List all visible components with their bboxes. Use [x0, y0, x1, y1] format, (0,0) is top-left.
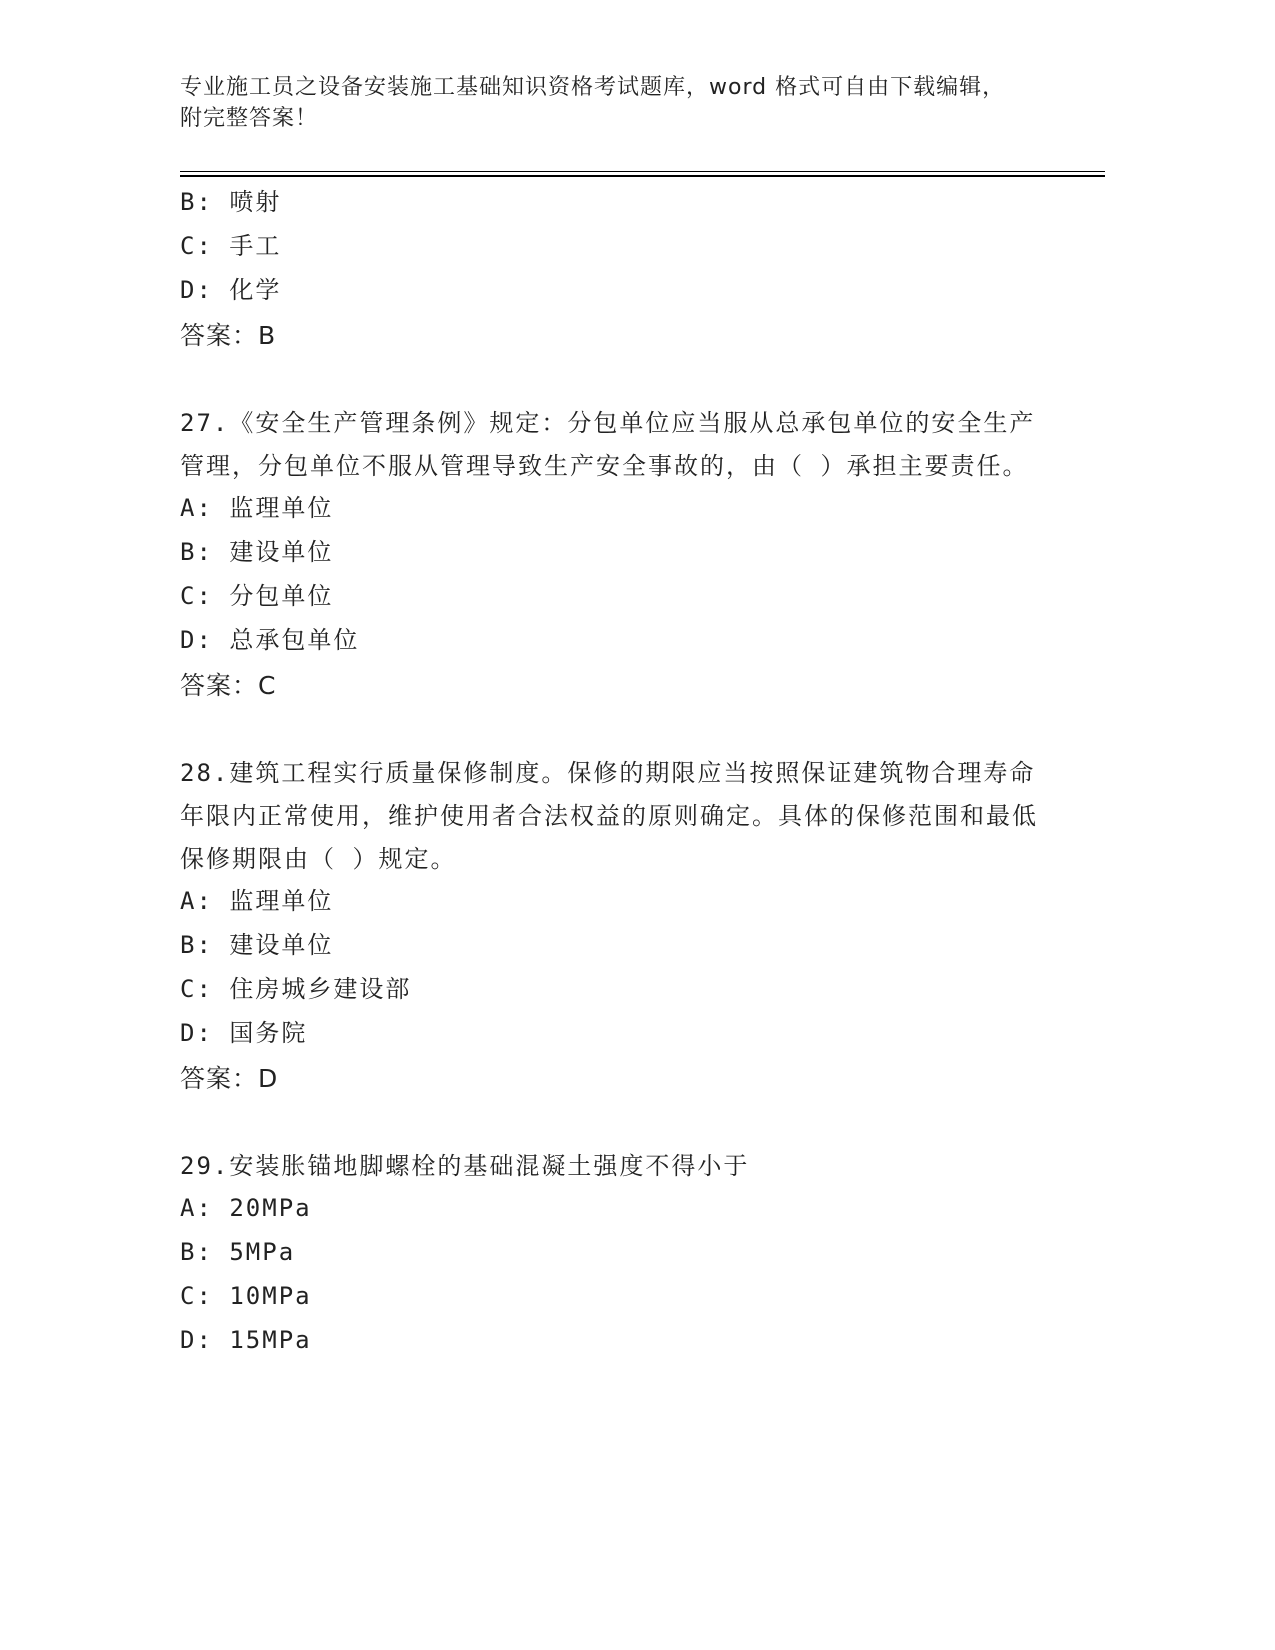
- option-c: [180, 1276, 1040, 1320]
- question-27: [180, 402, 1040, 708]
- spacer: [180, 1101, 1040, 1145]
- option-b: [180, 182, 1040, 226]
- option-text: 建设单位: [229, 538, 334, 566]
- option-d: [180, 1013, 1040, 1057]
- option-key: A:: [180, 887, 230, 915]
- option-c: [180, 969, 1040, 1013]
- spacer: [180, 358, 1040, 402]
- option-key: D:: [180, 626, 230, 654]
- option-key: D:: [180, 276, 230, 304]
- prev-question: [180, 182, 1040, 358]
- option-key: B:: [180, 1238, 230, 1266]
- question-content: [180, 182, 1040, 1364]
- question-stem: 28.建筑工程实行质量保修制度。保修的期限应当按照保证建筑物合理寿命年限内正常使用，维护使用者合法权益的原则确定。具体的保修范围和最低保修期限由（ ）规定。: [180, 759, 1038, 873]
- option-key: C:: [180, 1282, 230, 1310]
- option-key: B:: [180, 538, 230, 566]
- option-d: [180, 620, 1040, 664]
- option-key: A:: [180, 494, 230, 522]
- header-line-2: 附完整答案！: [180, 106, 319, 131]
- answer-line: 答案：D: [180, 1064, 279, 1093]
- question-stem: 27.《安全生产管理条例》规定：分包单位应当服从总承包单位的安全生产管理，分包单位不服从管理导致生产安全事故的，由（ ）承担主要责任。: [180, 409, 1036, 480]
- option-text: 15MPa: [229, 1326, 312, 1354]
- option-b: [180, 1232, 1040, 1276]
- option-a: [180, 1188, 1040, 1232]
- option-d: [180, 270, 1040, 314]
- option-key: B:: [180, 931, 230, 959]
- option-text: 总承包单位: [229, 626, 360, 654]
- option-text: 监理单位: [229, 887, 334, 915]
- option-key: C:: [180, 232, 230, 260]
- option-key: C:: [180, 975, 230, 1003]
- option-key: B:: [180, 188, 230, 216]
- answer-line: 答案：C: [180, 671, 277, 700]
- option-d: [180, 1320, 1040, 1364]
- answer-line: 答案：B: [180, 321, 277, 350]
- header-rule-thick: [180, 175, 1105, 177]
- option-b: [180, 925, 1040, 969]
- option-a: [180, 881, 1040, 925]
- option-key: D:: [180, 1326, 230, 1354]
- spacer: [180, 708, 1040, 752]
- option-text: 建设单位: [229, 931, 334, 959]
- option-text: 住房城乡建设部: [229, 975, 412, 1003]
- option-text: 10MPa: [229, 1282, 312, 1310]
- option-b: [180, 532, 1040, 576]
- option-text: 化学: [229, 276, 282, 304]
- option-text: 20MPa: [229, 1194, 312, 1222]
- page-header: [180, 72, 1040, 134]
- option-text: 监理单位: [229, 494, 334, 522]
- option-text: 分包单位: [229, 582, 334, 610]
- question-29: [180, 1145, 1040, 1364]
- header-rule-thin: [180, 171, 1105, 172]
- option-text: 国务院: [229, 1019, 308, 1047]
- option-text: 手工: [229, 232, 282, 260]
- option-key: D:: [180, 1019, 230, 1047]
- option-text: 5MPa: [229, 1238, 296, 1266]
- option-text: 喷射: [229, 188, 282, 216]
- question-28: [180, 752, 1040, 1101]
- option-a: [180, 488, 1040, 532]
- question-stem: 29.安装胀锚地脚螺栓的基础混凝土强度不得小于: [180, 1152, 750, 1180]
- option-key: A:: [180, 1194, 230, 1222]
- option-key: C:: [180, 582, 230, 610]
- option-c: [180, 226, 1040, 270]
- header-line-1: 专业施工员之设备安装施工基础知识资格考试题库，word 格式可自由下载编辑，: [180, 75, 1006, 100]
- option-c: [180, 576, 1040, 620]
